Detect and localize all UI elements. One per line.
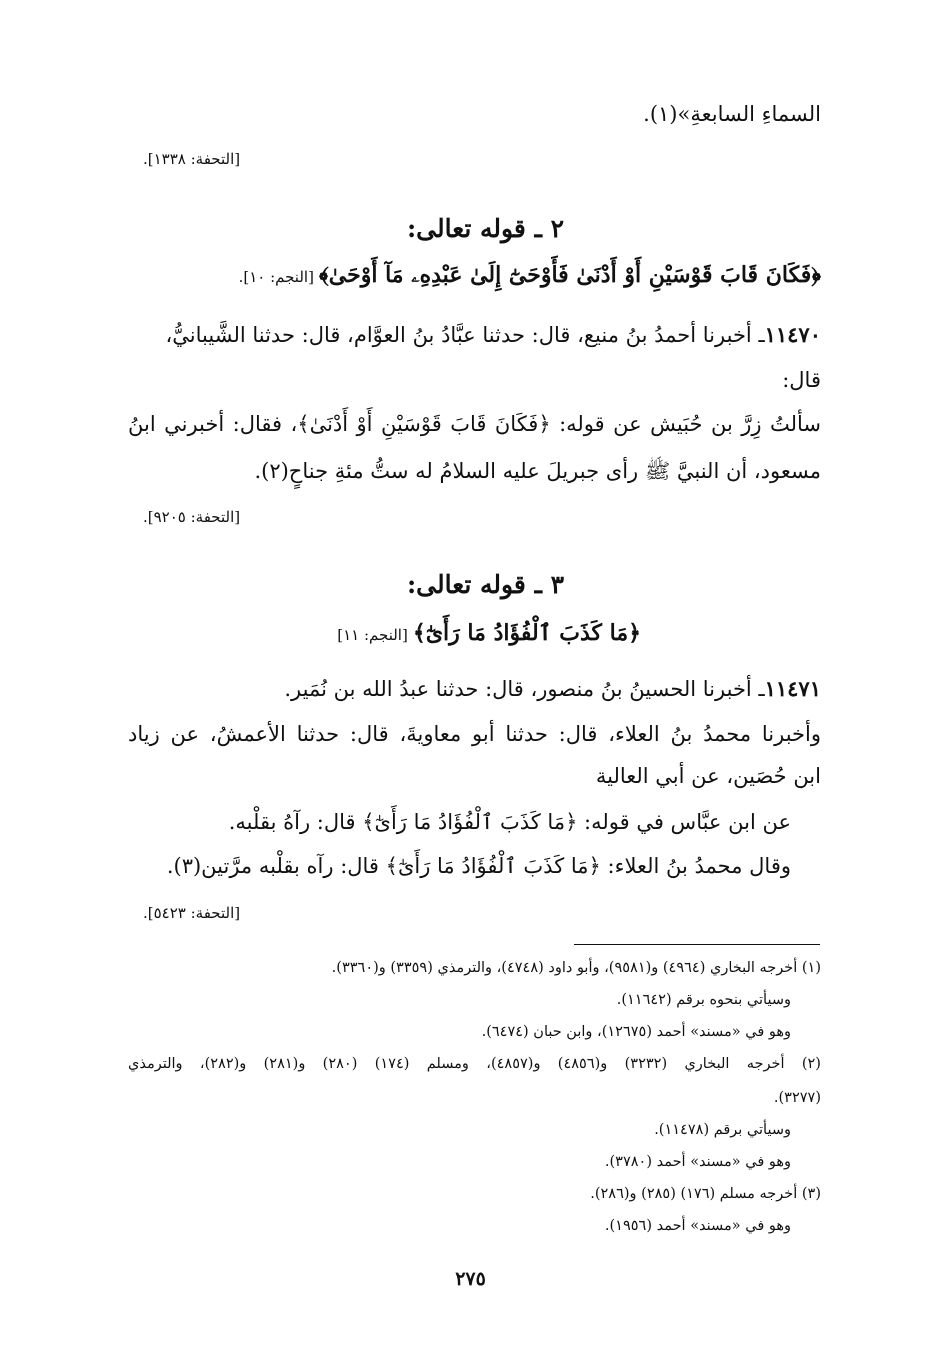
verse-line bbox=[337, 620, 641, 646]
footnote-line: وسيأتي بنحوه برقم (١١٦٤٢). bbox=[616, 992, 791, 1008]
tuhfa-reference: [التحفة: ٩٢٠٥]. bbox=[143, 508, 241, 526]
footnote-line: وهو في «مسند» أحمد (٣٧٨٠). bbox=[604, 1154, 791, 1170]
footnote-line: (٣) أخرجه مسلم (١٧٦) (٢٨٥) و(٢٨٦). bbox=[590, 1186, 821, 1202]
hadith-text: ـ أخبرنا الحسينُ بنُ منصور، قال: حدثنا عبدُ الله بن نُمَير. bbox=[284, 677, 765, 701]
footnote-line: (٣٢٧٧). bbox=[773, 1090, 821, 1106]
hadith-line: ابن حُصَين، عن أبي العالية bbox=[595, 764, 821, 788]
tuhfa-reference: [التحفة: ١٣٣٨]. bbox=[143, 150, 241, 168]
footnote-line: وسيأتي برقم (١١٤٧٨). bbox=[654, 1122, 791, 1138]
hadith-line: مسعود، أن النبيَّ ﷺ رأى جبريلَ عليه السلامُ له ستُّ مئةِ جناحٍ(٢). bbox=[254, 459, 821, 483]
hadith-number: ١١٤٧١ bbox=[764, 676, 821, 701]
hadith-text: ـ أخبرنا أحمدُ بنُ منيع، قال: حدثنا عبَّادُ بنُ العوَّام، قال: حدثنا الشَّيبانيُّ، bbox=[165, 323, 765, 347]
section-heading: ٣ ـ قوله تعالى: bbox=[406, 570, 565, 599]
hadith-line: سألتُ زِرَّ بن حُبَيش عن قوله: ﴿فَكَانَ قَابَ قَوْسَيْنِ أَوْ أَدْنَىٰ﴾، فقال: أخبرني ابنُ bbox=[128, 412, 821, 436]
footnote-line: (١) أخرجه البخاري (٤٩٦٤) و(٩٥٨١)، وأبو داود (٤٧٤٨)، والترمذي (٣٣٥٩) و(٣٣٦٠). bbox=[331, 960, 821, 976]
hadith-line: قال: bbox=[782, 368, 821, 392]
hadith-line bbox=[166, 322, 821, 347]
tuhfa-reference: [التحفة: ٥٤٢٣]. bbox=[143, 904, 241, 922]
verse-line bbox=[239, 262, 821, 288]
hadith-line: وأخبرنا محمدُ بنُ العلاء، قال: حدثنا أبو معاويةَ، قال: حدثنا الأعمشُ، عن زياد bbox=[128, 722, 821, 746]
verse-reference: [النجم: ١٠]. bbox=[238, 268, 314, 286]
page-number: ٢٧٥ bbox=[455, 1268, 486, 1290]
section-heading: ٢ ـ قوله تعالى: bbox=[406, 214, 565, 243]
footnote-separator bbox=[574, 944, 820, 945]
footnote-line: وهو في «مسند» أحمد (١٩٥٦). bbox=[604, 1218, 791, 1234]
footnote-line: وهو في «مسند» أحمد (١٢٦٧٥)، وابن حبان (٦٤٧٤). bbox=[481, 1024, 791, 1040]
quran-verse: ﴿فَكَانَ قَابَ قَوْسَيْنِ أَوْ أَدْنَىٰ فَأَوْحَىٰٓ إِلَىٰ عَبْدِهِۦ مَآ أَوْحَىٰ﴾ bbox=[319, 262, 821, 288]
verse-reference: [النجم: ١١] bbox=[337, 626, 408, 644]
hadith-number: ١١٤٧٠ bbox=[764, 322, 821, 347]
continuation-line: السماءِ السابعةِ»(١). bbox=[643, 102, 821, 126]
quran-verse: ﴿مَا كَذَبَ ٱلْفُؤَادُ مَا رَأَىٰٓ﴾ bbox=[412, 620, 641, 646]
hadith-line: وقال محمدُ بنُ العلاء: ﴿مَا كَذَبَ ٱلْفُؤَادُ مَا رَأَىٰٓ﴾ قال: رآه بقلْبه مرَّتين(٣). bbox=[166, 854, 791, 878]
hadith-line: عن ابن عبَّاس في قوله: ﴿مَا كَذَبَ ٱلْفُؤَادُ مَا رَأَىٰٓ﴾ قال: رآهُ بقلْبه. bbox=[228, 810, 791, 834]
footnote-line: (٢) أخرجه البخاري (٣٢٣٢) و(٤٨٥٦) و(٤٨٥٧)، ومسلم (١٧٤) (٢٨٠) و(٢٨١) و(٢٨٢)، والترمذي bbox=[128, 1056, 821, 1072]
hadith-line bbox=[284, 676, 821, 701]
